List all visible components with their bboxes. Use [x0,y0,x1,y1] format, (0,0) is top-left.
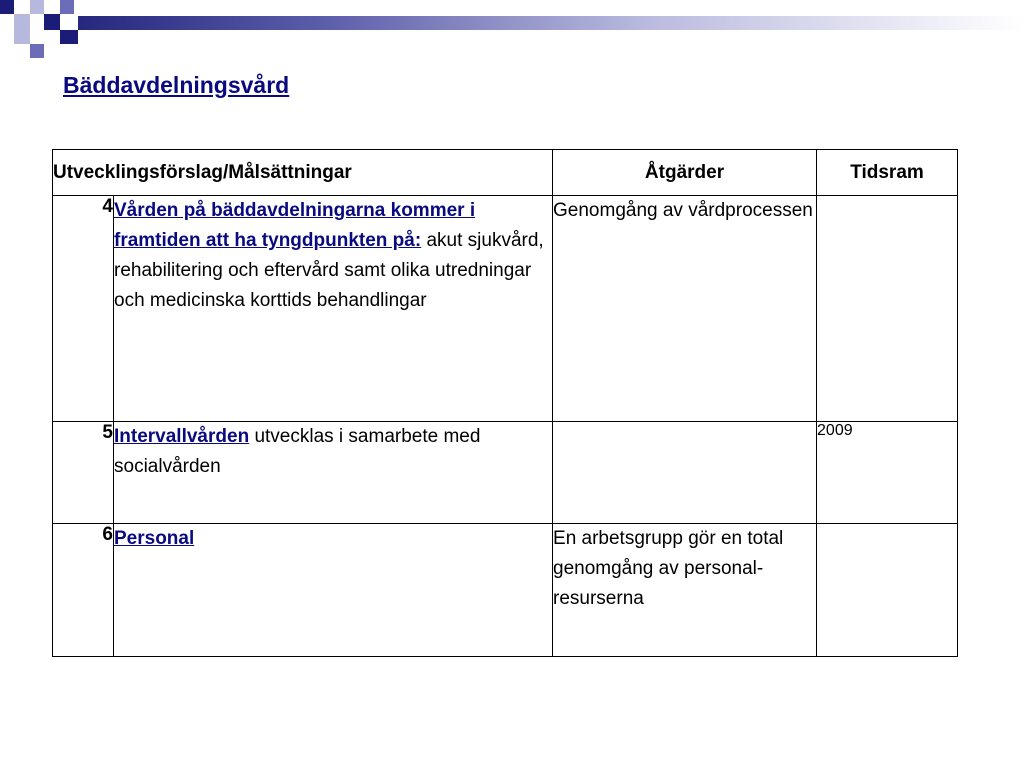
row-action: En arbetsgrupp gör en total genomgång av personal-resurserna [553,524,817,657]
row-lead: Intervallvården [114,426,250,447]
decor-square [44,14,60,30]
column-header-actions: Åtgärder [553,150,817,196]
table-row [53,422,958,524]
table-header-row [53,150,958,196]
row-timeframe [817,196,958,422]
table-row [53,196,958,422]
plan-table [52,149,958,657]
row-text: akut sjukvård, rehabilitering och eftervård samt olika utredningar och medicinska korttids behandlingar [114,230,544,311]
row-timeframe: 2009 [817,422,958,524]
decor-square [60,30,78,44]
row-text: utvecklas i samarbete med socialvården [114,426,481,477]
row-action: Genomgång av vårdprocessen [553,196,817,422]
header-gradient-bar [78,16,1024,30]
row-action [553,422,817,524]
row-lead: Personal [114,528,195,549]
decor-square [30,44,44,58]
decor-square [30,0,44,14]
table-row [53,524,958,657]
decor-square [14,14,30,30]
row-lead: Vården på bäddavdelningarna kommer i framtiden att ha tyngdpunkten på: [114,200,476,251]
row-timeframe [817,524,958,657]
row-description [114,524,553,657]
decor-square [0,0,14,14]
decor-square [60,0,74,14]
slide-title: Bäddavdelningsvård [63,72,290,98]
row-description [114,196,553,422]
decor-square [14,30,30,44]
row-number: 4 [53,196,114,422]
column-header-development: Utvecklingsförslag/Målsättningar [53,150,553,196]
row-number: 5 [53,422,114,524]
column-header-timeframe: Tidsram [817,150,958,196]
row-number: 6 [53,524,114,657]
row-description [114,422,553,524]
